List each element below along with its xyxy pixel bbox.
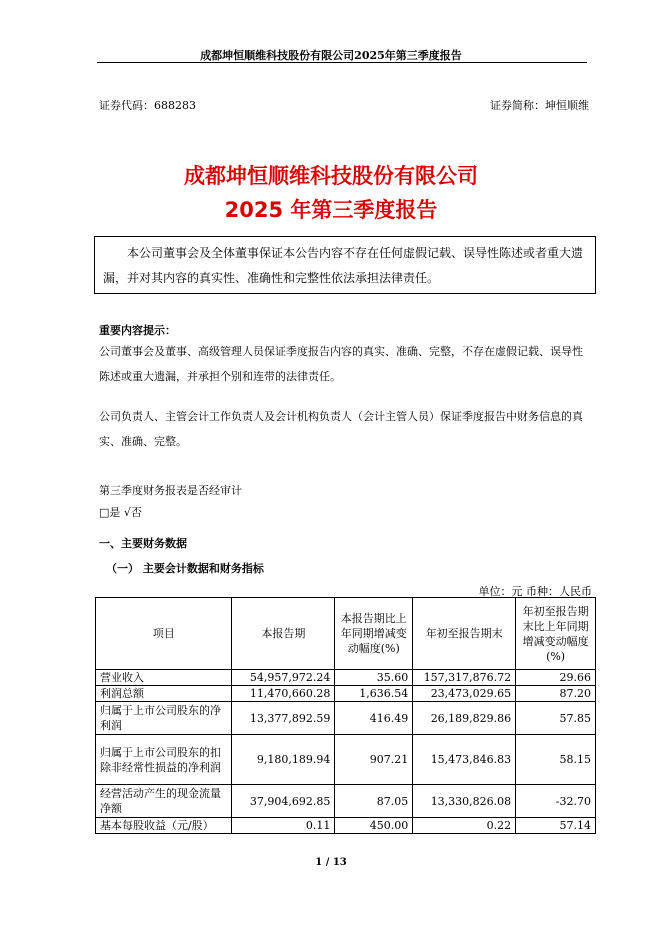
financial-indicators-table xyxy=(95,597,596,834)
header-rule xyxy=(97,62,587,63)
row-label: 经营活动产生的现金流量净额 xyxy=(96,785,232,818)
table-cell: 15,473,846.83 xyxy=(413,735,516,785)
row-label: 归属于上市公司股东的扣除非经常性损益的净利润 xyxy=(96,735,232,785)
row-label: 利润总额 xyxy=(96,686,232,702)
table-cell: 57.85 xyxy=(516,702,596,735)
table-cell: 26,189,829.86 xyxy=(413,702,516,735)
stock-code: 证券代码：688283 xyxy=(99,99,196,112)
audit-question: 第三季度财务报表是否经审计 xyxy=(99,484,242,497)
table-cell: 87.20 xyxy=(516,686,596,702)
report-title: 2025 年第三季度报告 xyxy=(224,198,438,222)
stock-abbr: 证券简称：坤恒顺维 xyxy=(490,99,589,112)
table-cell: -32.70 xyxy=(516,785,596,818)
running-header: 成都坤恒顺维科技股份有限公司2025年第三季度报告 xyxy=(200,49,462,62)
table-cell: 54,957,972.24 xyxy=(232,670,335,686)
audit-answer: □是 √否 xyxy=(99,506,142,519)
table-cell: 11,470,660.28 xyxy=(232,686,335,702)
table-cell: 0.11 xyxy=(232,818,335,834)
table-cell: 416.49 xyxy=(335,702,413,735)
table-cell: 23,473,029.65 xyxy=(413,686,516,702)
column-header: 年初至报告期末比上年同期增减变动幅度(%) xyxy=(516,598,596,670)
table-cell: 13,377,892.59 xyxy=(232,702,335,735)
important-paragraph-1: 公司董事会及董事、高级管理人员保证季度报告内容的真实、准确、完整，不存在虚假记载、误导性陈述或重大遗漏，并承担个别和连带的法律责任。 xyxy=(99,345,583,383)
table-row xyxy=(96,686,596,702)
row-label: 归属于上市公司股东的净利润 xyxy=(96,702,232,735)
page-number: 1 / 13 xyxy=(315,857,347,868)
table-header-row xyxy=(96,598,596,670)
column-header: 本报告期 xyxy=(232,598,335,670)
table-cell: 87.05 xyxy=(335,785,413,818)
important-heading: 重要内容提示： xyxy=(99,324,176,337)
table-cell: 58.15 xyxy=(516,735,596,785)
table-cell: 9,180,189.94 xyxy=(232,735,335,785)
subsection-heading: （一） 主要会计数据和财务指标 xyxy=(106,562,264,575)
table-cell: 907.21 xyxy=(335,735,413,785)
column-header: 项目 xyxy=(96,598,232,670)
table-cell: 37,904,692.85 xyxy=(232,785,335,818)
row-label: 基本每股收益（元/股） xyxy=(96,818,232,834)
table-row xyxy=(96,785,596,818)
table-cell: 35.60 xyxy=(335,670,413,686)
table-row xyxy=(96,818,596,834)
board-guarantee-notice: 本公司董事会及全体董事保证本公告内容不存在任何虚假记载、误导性陈述或者重大遗漏，并对其内容的真实性、准确性和完整性依法承担法律责任。 xyxy=(94,236,596,294)
important-paragraph-2: 公司负责人、主管会计工作负责人及会计机构负责人（会计主管人员）保证季度报告中财务信息的真实、准确、完整。 xyxy=(99,410,583,448)
section-heading: 一、主要财务数据 xyxy=(99,537,187,550)
table-cell: 157,317,876.72 xyxy=(413,670,516,686)
table-cell: 29.66 xyxy=(516,670,596,686)
company-title: 成都坤恒顺维科技股份有限公司 xyxy=(184,164,478,188)
table-row xyxy=(96,670,596,686)
column-header: 年初至报告期末 xyxy=(413,598,516,670)
table-cell: 0.22 xyxy=(413,818,516,834)
table-cell: 1,636.54 xyxy=(335,686,413,702)
table-cell: 57.14 xyxy=(516,818,596,834)
table-row xyxy=(96,702,596,735)
table-cell: 450.00 xyxy=(335,818,413,834)
table-row xyxy=(96,735,596,785)
row-label: 营业收入 xyxy=(96,670,232,686)
table-cell: 13,330,826.08 xyxy=(413,785,516,818)
column-header: 本报告期比上年同期增减变动幅度(%) xyxy=(335,598,413,670)
unit-currency-label: 单位：元 币种：人民币 xyxy=(478,585,592,598)
